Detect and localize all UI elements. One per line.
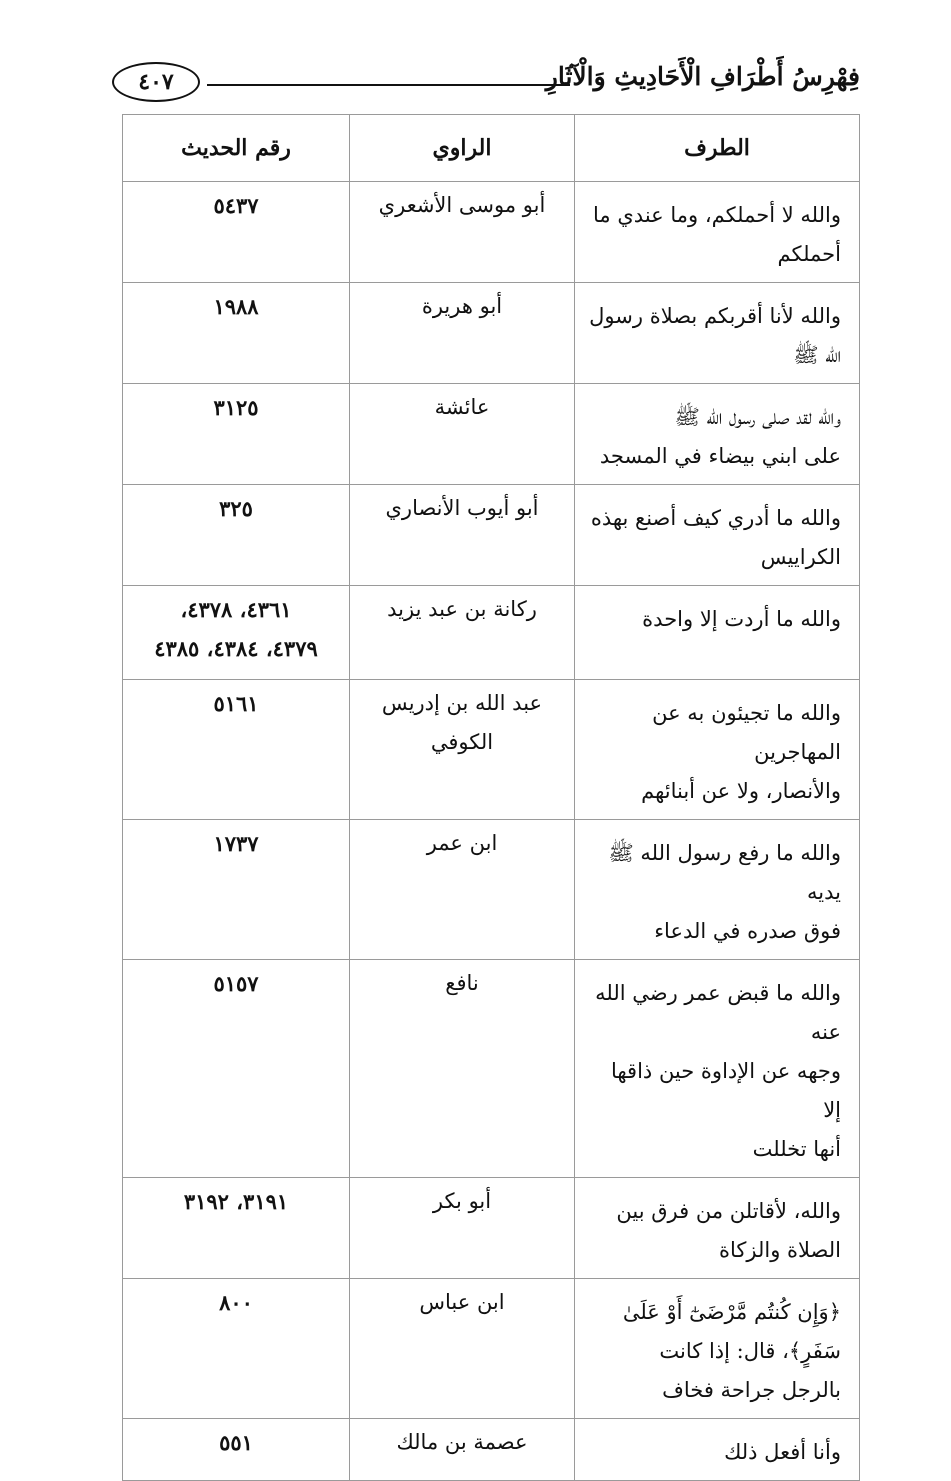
column-header-rawi: الراوي	[350, 115, 575, 182]
narrator-cell	[350, 820, 575, 960]
hadith-number-cell	[123, 960, 350, 1178]
narrator-cell	[350, 960, 575, 1178]
narrator-line: ركانة بن عبد يزيد	[387, 597, 537, 621]
hadith-number-line: ٤٣٦١، ٤٣٧٨،	[180, 597, 292, 622]
hadith-number-line: ٥٤٣٧	[213, 193, 259, 218]
narrator-line: عصمة بن مالك	[396, 1430, 528, 1454]
tarf-cell	[575, 1279, 860, 1419]
narrator-line: أبو أيوب الأنصاري	[385, 496, 539, 520]
tarf-cell	[575, 182, 860, 283]
tarf-line: أنها تخللت	[752, 1137, 841, 1161]
hadith-number-cell	[123, 384, 350, 485]
hadith-number-cell	[123, 485, 350, 586]
tarf-line: والله لأنا أقربكم بصلاة رسول	[589, 304, 841, 328]
narrator-line: عبد الله بن إدريس	[381, 691, 543, 715]
tarf-cell	[575, 1178, 860, 1279]
tarf-line: وأنا أفعل ذلك	[724, 1440, 841, 1464]
hadith-number-cell	[123, 820, 350, 960]
narrator-cell	[350, 182, 575, 283]
tarf-line: والله ما أردت إلا واحدة	[642, 607, 841, 631]
hadith-number-line: ٤٣٧٩، ٤٣٨٤، ٤٣٨٥	[154, 636, 318, 661]
hadith-number-cell	[123, 680, 350, 820]
table-row	[123, 1178, 860, 1279]
hadith-number-line: ١٩٨٨	[213, 294, 259, 319]
narrator-line: عائشة	[434, 395, 490, 419]
hadith-number-line: ٥١٥٧	[213, 971, 259, 996]
table-row	[123, 820, 860, 960]
tarf-line: سَفَرٍ﴾، قال: إذا كانت	[659, 1339, 841, 1363]
tarf-cell	[575, 586, 860, 680]
table-row	[123, 182, 860, 283]
page-header	[112, 58, 860, 110]
narrator-cell	[350, 1178, 575, 1279]
header-rule	[207, 84, 570, 86]
hadith-number-cell	[123, 1178, 350, 1279]
tarf-line: والله ما أدري كيف أصنع بهذه	[590, 506, 841, 530]
column-header-number: رقم الحديث	[123, 115, 350, 182]
table-row	[123, 960, 860, 1178]
narrator-cell	[350, 485, 575, 586]
narrator-line: نافع	[445, 971, 479, 995]
tarf-cell	[575, 960, 860, 1178]
tarf-line: الكراييس	[760, 545, 841, 569]
tarf-line: والله، لأقاتلن من فرق بين	[616, 1199, 841, 1223]
narrator-line: ابن عباس	[419, 1290, 505, 1314]
table-header-row	[123, 115, 860, 182]
tarf-cell	[575, 384, 860, 485]
tarf-line: أحملكم	[777, 242, 841, 266]
hadith-number-line: ٨٠٠	[219, 1290, 253, 1315]
hadith-number-line: ٥١٦١	[213, 691, 259, 716]
narrator-cell	[350, 1279, 575, 1419]
column-header-tarf: الطرف	[575, 115, 860, 182]
tarf-cell	[575, 1419, 860, 1481]
hadith-number-line: ٣١٩١، ٣١٩٢	[183, 1189, 289, 1214]
narrator-line: أبو بكر	[432, 1189, 492, 1213]
tarf-cell	[575, 680, 860, 820]
narrator-cell	[350, 283, 575, 384]
tarf-line: على ابني بيضاء في المسجد	[599, 444, 841, 468]
narrator-line: الكوفي	[430, 730, 494, 754]
table-row	[123, 680, 860, 820]
table-row	[123, 1279, 860, 1419]
table-row	[123, 485, 860, 586]
hadith-number-cell	[123, 586, 350, 680]
narrator-cell	[350, 384, 575, 485]
narrator-cell	[350, 586, 575, 680]
tarf-cell	[575, 820, 860, 960]
narrator-line: ابن عمر	[426, 831, 498, 855]
tarf-line: الصلاة والزكاة	[718, 1238, 841, 1262]
hadith-number-cell	[123, 1419, 350, 1481]
tarf-line: والأنصار، ولا عن أبنائهم	[641, 779, 841, 803]
hadith-number-cell	[123, 1279, 350, 1419]
hadith-number-cell	[123, 182, 350, 283]
table-row	[123, 1419, 860, 1481]
tarf-cell	[575, 283, 860, 384]
table-row	[123, 586, 860, 680]
hadith-index-table	[122, 114, 860, 1481]
tarf-cell	[575, 485, 860, 586]
tarf-line: وجهه عن الإداوة حين ذاقها إلا	[610, 1059, 841, 1122]
tarf-line: والله لا أحملكم، وما عندي ما	[593, 203, 841, 227]
hadith-number-line: ٣٢٥	[219, 496, 253, 521]
page-number-badge	[112, 62, 200, 102]
tarf-line: الله ﷺ	[793, 343, 841, 367]
tarf-line: والله ما قبض عمر رضي الله عنه	[595, 981, 841, 1044]
tarf-line: ﴿وَإِن كُنتُم مَّرْضَىٰٓ أَوْ عَلَىٰ	[622, 1300, 841, 1324]
narrator-cell	[350, 680, 575, 820]
table-row	[123, 283, 860, 384]
tarf-line: بالرجل جراحة فخاف	[662, 1378, 841, 1402]
index-title: فِهْرِسُ أَطْرَافِ الْأَحَادِيثِ وَالْآثَارِ	[545, 62, 860, 91]
hadith-number-line: ١٧٣٧	[213, 831, 259, 856]
narrator-line: أبو موسى الأشعري	[378, 193, 546, 217]
narrator-cell	[350, 1419, 575, 1481]
table-row	[123, 384, 860, 485]
narrator-line: أبو هريرة	[421, 294, 503, 318]
hadith-number-cell	[123, 283, 350, 384]
tarf-line: والله ما رفع رسول الله ﷺ يديه	[608, 841, 841, 904]
hadith-number-line: ٣١٢٥	[213, 395, 259, 420]
page-number: ٤٠٧	[138, 69, 174, 95]
tarf-line: والله ما تجيئون به عن المهاجرين	[652, 701, 841, 764]
tarf-line: فوق صدره في الدعاء	[654, 919, 841, 943]
tarf-line: والله لقد صلى رسول الله ﷺ	[674, 405, 841, 429]
hadith-number-line: ٥٥١	[219, 1430, 253, 1455]
